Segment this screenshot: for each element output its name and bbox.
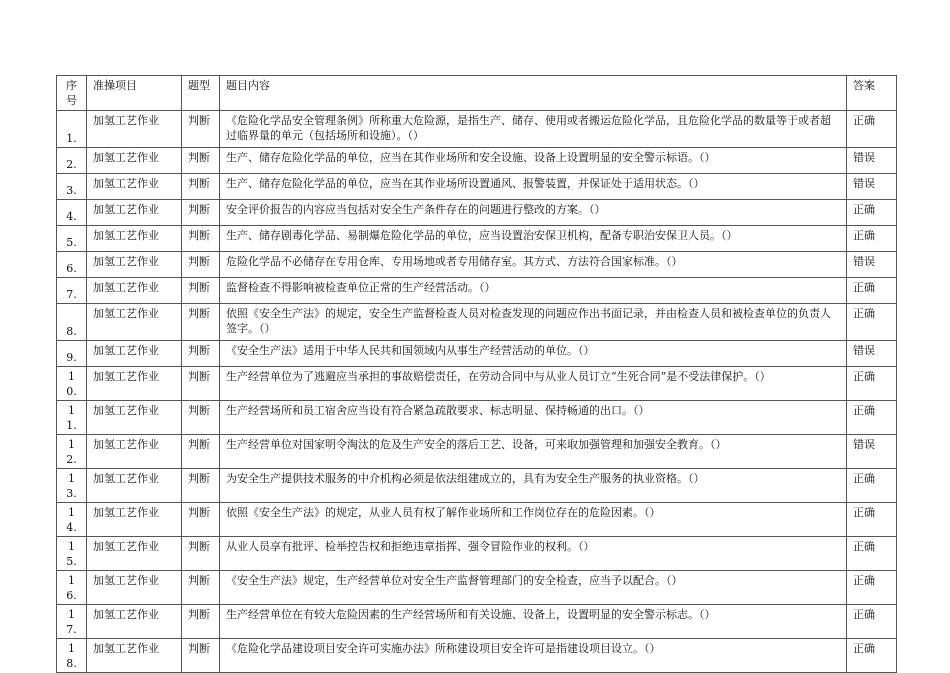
row-no: 11. xyxy=(57,401,87,435)
row-answer: 正确 xyxy=(847,401,897,435)
row-question: 生产、储存剧毒化学品、易制爆危险化学品的单位，应当设置治安保卫机构，配备专职治安保卫人员。（） xyxy=(220,226,847,252)
row-question: 《危险化学品建设项目安全许可实施办法》所称建设项目安全许可是指建设项目设立。（） xyxy=(220,639,847,673)
row-type: 判断 xyxy=(182,226,220,252)
row-question: 生产经营单位对国家明令淘汰的危及生产安全的落后工艺、设备，可来取加强管理和加强安全教育。（） xyxy=(220,435,847,469)
table-row xyxy=(57,341,897,367)
table-row xyxy=(57,148,897,174)
row-type: 判断 xyxy=(182,148,220,174)
row-no: 4. xyxy=(57,200,87,226)
row-question: 生产、储存危险化学品的单位，应当在其作业场所设置通风、报警装置，并保证处于适用状态。（） xyxy=(220,174,847,200)
row-type: 判断 xyxy=(182,111,220,148)
table-row xyxy=(57,278,897,304)
row-type: 判断 xyxy=(182,639,220,673)
row-answer: 正确 xyxy=(847,605,897,639)
row-question: 为安全生产提供技术服务的中介机构必须是依法组建成立的，具有为安全生产服务的执业资格。（） xyxy=(220,469,847,503)
table-row xyxy=(57,174,897,200)
header-no: 序号 xyxy=(57,76,87,111)
row-question: 危险化学品不必储存在专用仓库、专用场地或者专用储存室。其方式、方法符合国家标准。（） xyxy=(220,252,847,278)
row-question: 生产、储存危险化学品的单位，应当在其作业场所和安全设施、设备上设置明显的安全警示标语。（） xyxy=(220,148,847,174)
row-category: 加氢工艺作业 xyxy=(87,571,182,605)
row-type: 判断 xyxy=(182,200,220,226)
row-answer: 错误 xyxy=(847,174,897,200)
row-category: 加氢工艺作业 xyxy=(87,174,182,200)
row-answer: 错误 xyxy=(847,435,897,469)
row-category: 加氢工艺作业 xyxy=(87,111,182,148)
row-question: 《安全生产法》规定，生产经营单位对安全生产监督管理部门的安全检查，应当予以配合。（） xyxy=(220,571,847,605)
row-type: 判断 xyxy=(182,503,220,537)
row-no: 18. xyxy=(57,639,87,673)
row-answer: 正确 xyxy=(847,367,897,401)
row-no: 2. xyxy=(57,148,87,174)
row-question: 生产经营场所和员工宿舍应当设有符合紧急疏散要求、标志明显、保持畅通的出口。（） xyxy=(220,401,847,435)
row-category: 加氢工艺作业 xyxy=(87,503,182,537)
row-type: 判断 xyxy=(182,252,220,278)
row-question: 从业人员享有批评、检举控告权和拒绝违章指挥、强令冒险作业的权利。（） xyxy=(220,537,847,571)
question-table xyxy=(56,75,897,673)
row-no: 10. xyxy=(57,367,87,401)
row-answer: 正确 xyxy=(847,469,897,503)
row-category: 加氢工艺作业 xyxy=(87,200,182,226)
row-no: 16. xyxy=(57,571,87,605)
row-type: 判断 xyxy=(182,605,220,639)
row-question: 依照《安全生产法》的规定，从业人员有权了解作业场所和工作岗位存在的危险因素。（） xyxy=(220,503,847,537)
row-type: 判断 xyxy=(182,174,220,200)
row-question: 《危险化学品安全管理条例》所称重大危险源，是指生产、储存、使用或者搬运危险化学品，且危险化学品的数量等于或者超过临界量的单元（包括场所和设施）。（） xyxy=(220,111,847,148)
header-question: 题目内容 xyxy=(220,76,847,111)
row-answer: 正确 xyxy=(847,537,897,571)
row-category: 加氢工艺作业 xyxy=(87,469,182,503)
header-category: 准操项目 xyxy=(87,76,182,111)
row-question: 生产经营单位在有较大危险因素的生产经营场所和有关设施、设备上，设置明显的安全警示标志。（） xyxy=(220,605,847,639)
row-type: 判断 xyxy=(182,571,220,605)
row-category: 加氢工艺作业 xyxy=(87,278,182,304)
row-category: 加氢工艺作业 xyxy=(87,537,182,571)
table-row xyxy=(57,435,897,469)
row-no: 5. xyxy=(57,226,87,252)
row-type: 判断 xyxy=(182,469,220,503)
table-row xyxy=(57,605,897,639)
table-row xyxy=(57,537,897,571)
row-type: 判断 xyxy=(182,304,220,341)
row-no: 7. xyxy=(57,278,87,304)
table-row xyxy=(57,571,897,605)
row-answer: 正确 xyxy=(847,111,897,148)
row-type: 判断 xyxy=(182,537,220,571)
row-category: 加氢工艺作业 xyxy=(87,401,182,435)
table-row xyxy=(57,469,897,503)
table-row xyxy=(57,252,897,278)
table-row xyxy=(57,401,897,435)
row-question: 生产经营单位为了逃避应当承担的事故赔偿责任，在劳动合同中与从业人员订立“生死合同”是不受法律保护。（） xyxy=(220,367,847,401)
row-question: 监督检查不得影响被检查单位正常的生产经营活动。（） xyxy=(220,278,847,304)
row-type: 判断 xyxy=(182,367,220,401)
row-answer: 正确 xyxy=(847,571,897,605)
row-no: 6. xyxy=(57,252,87,278)
table-row xyxy=(57,367,897,401)
row-question: 依照《安全生产法》的规定，安全生产监督检查人员对检查发现的问题应作出书面记录，并由检查人员和被检查单位的负责人签字。（） xyxy=(220,304,847,341)
header-answer: 答案 xyxy=(847,76,897,111)
row-no: 12. xyxy=(57,435,87,469)
table-row xyxy=(57,111,897,148)
row-answer: 正确 xyxy=(847,639,897,673)
row-answer: 正确 xyxy=(847,200,897,226)
row-category: 加氢工艺作业 xyxy=(87,226,182,252)
row-category: 加氢工艺作业 xyxy=(87,605,182,639)
row-type: 判断 xyxy=(182,435,220,469)
row-answer: 错误 xyxy=(847,148,897,174)
row-category: 加氢工艺作业 xyxy=(87,148,182,174)
row-no: 8. xyxy=(57,304,87,341)
row-category: 加氢工艺作业 xyxy=(87,435,182,469)
row-no: 13. xyxy=(57,469,87,503)
row-question: 安全评价报告的内容应当包括对安全生产条件存在的问题进行整改的方案。（） xyxy=(220,200,847,226)
table-header-row xyxy=(57,76,897,111)
row-answer: 错误 xyxy=(847,341,897,367)
row-type: 判断 xyxy=(182,341,220,367)
table-row xyxy=(57,226,897,252)
table-row xyxy=(57,639,897,673)
table-row xyxy=(57,200,897,226)
row-type: 判断 xyxy=(182,278,220,304)
table-row xyxy=(57,304,897,341)
row-no: 3. xyxy=(57,174,87,200)
row-category: 加氢工艺作业 xyxy=(87,252,182,278)
row-no: 15. xyxy=(57,537,87,571)
row-category: 加氢工艺作业 xyxy=(87,304,182,341)
row-category: 加氢工艺作业 xyxy=(87,367,182,401)
table-row xyxy=(57,503,897,537)
row-answer: 正确 xyxy=(847,503,897,537)
row-no: 9. xyxy=(57,341,87,367)
row-answer: 正确 xyxy=(847,304,897,341)
row-question: 《安全生产法》适用于中华人民共和国领域内从事生产经营活动的单位。（） xyxy=(220,341,847,367)
row-category: 加氢工艺作业 xyxy=(87,341,182,367)
row-category: 加氢工艺作业 xyxy=(87,639,182,673)
row-answer: 正确 xyxy=(847,226,897,252)
row-no: 17. xyxy=(57,605,87,639)
row-no: 1. xyxy=(57,111,87,148)
row-answer: 错误 xyxy=(847,252,897,278)
header-type: 题型 xyxy=(182,76,220,111)
row-type: 判断 xyxy=(182,401,220,435)
row-no: 14. xyxy=(57,503,87,537)
row-answer: 正确 xyxy=(847,278,897,304)
